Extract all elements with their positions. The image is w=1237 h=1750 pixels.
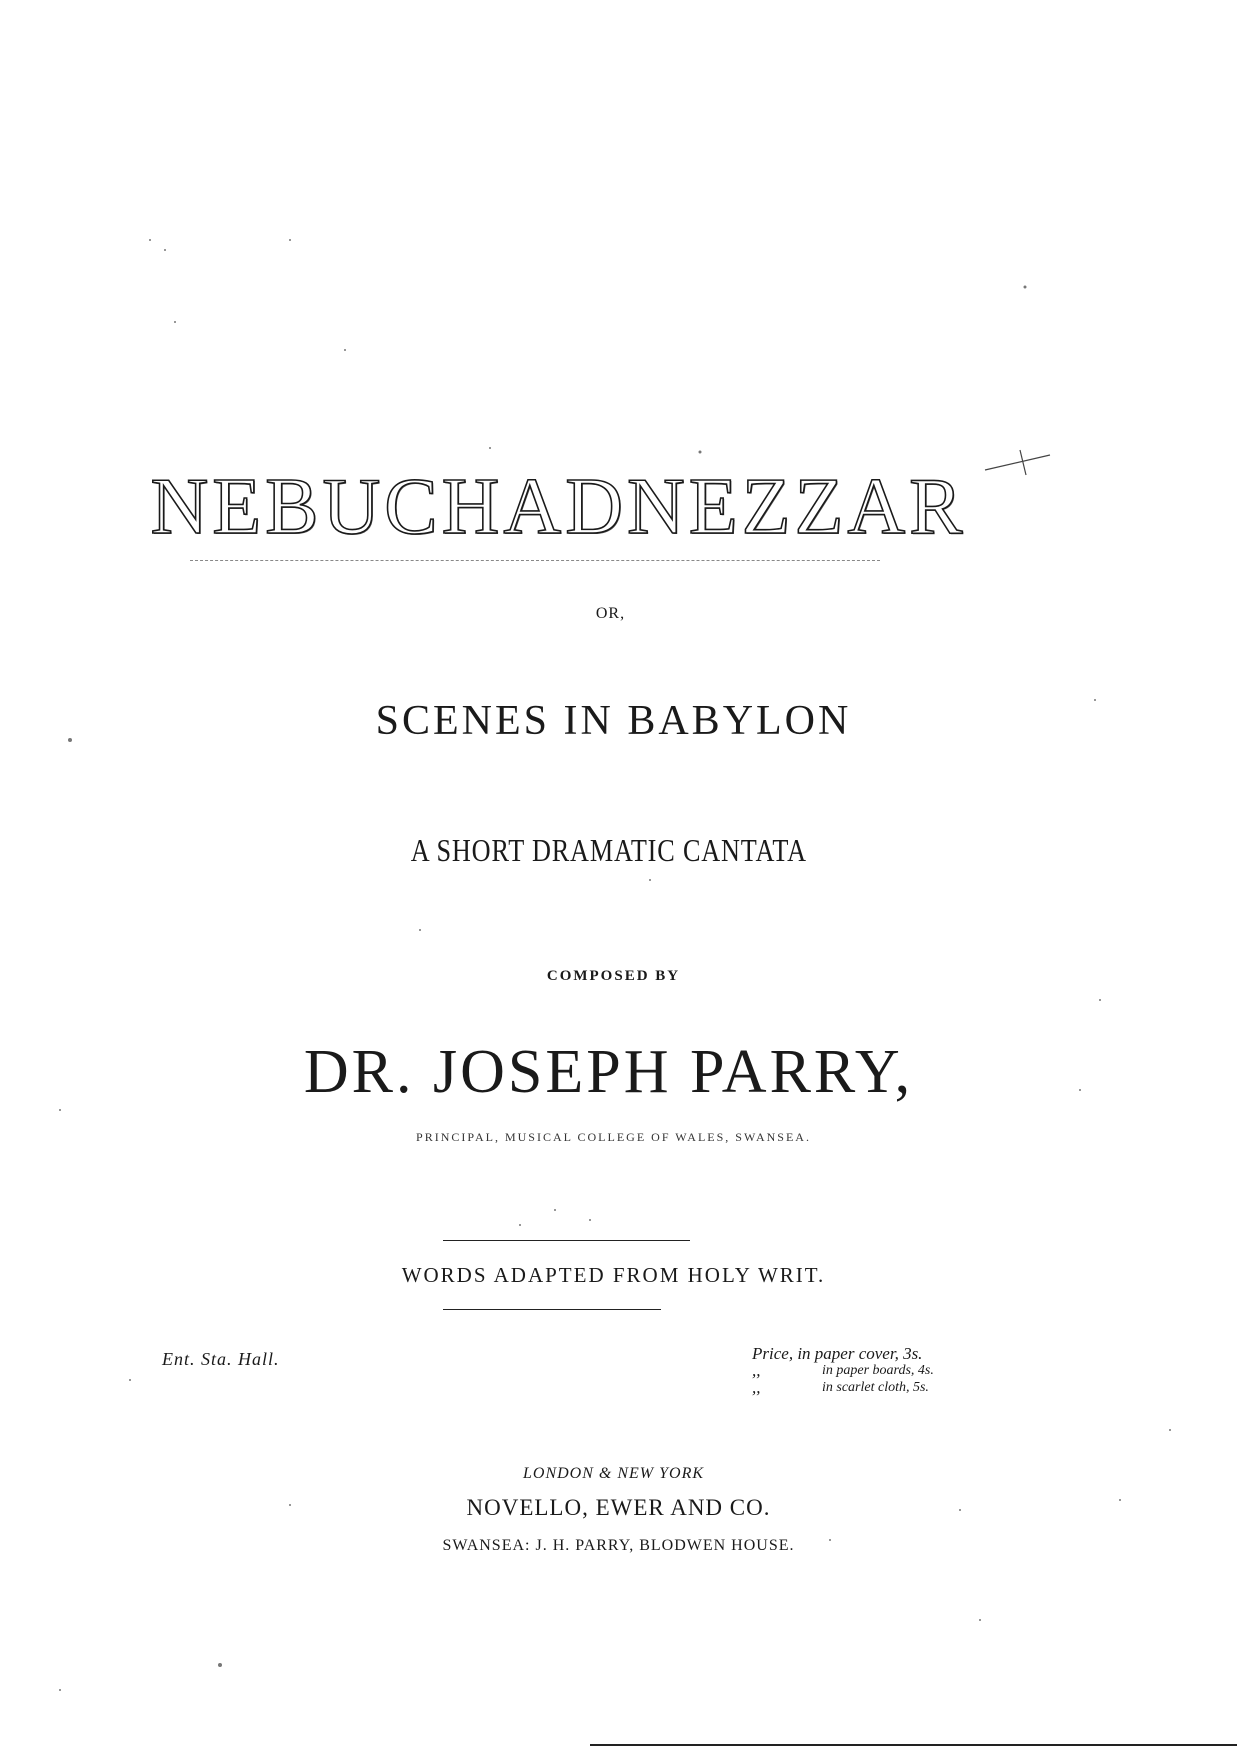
title-underline: [190, 560, 880, 561]
words-credit: WORDS ADAPTED FROM HOLY WRIT.: [401, 1263, 826, 1287]
cantata-subtitle: SCENES IN BABYLON: [375, 698, 852, 744]
ditto-mark: ,,: [752, 1378, 761, 1397]
conjunction-or: OR,: [595, 605, 626, 622]
price-text: Price, in paper cover, 3s.: [752, 1344, 923, 1363]
imprint-agent: SWANSEA: J. H. PARRY, BLODWEN HOUSE.: [442, 1537, 795, 1554]
price-row: [752, 1345, 992, 1362]
pencil-cross-mark: [980, 445, 1060, 505]
composer-position: PRINCIPAL, MUSICAL COLLEGE OF WALES, SWANSEA.: [416, 1130, 811, 1144]
cantata-description: A SHORT DRAMATIC CANTATA: [410, 832, 807, 868]
price-text: in scarlet cloth, 5s.: [822, 1380, 929, 1395]
price-row: [752, 1362, 992, 1379]
composed-by-label: COMPOSED BY: [546, 968, 681, 984]
price-text: in paper boards, 4s.: [822, 1363, 934, 1378]
divider-upper: [443, 1240, 690, 1241]
imprint-publisher: NOVELLO, EWER AND CO.: [466, 1495, 771, 1520]
imprint-place: LONDON & NEW YORK: [522, 1465, 705, 1482]
ditto-mark: ,,: [752, 1361, 761, 1380]
cantata-title: NEBUCHADNEZZAR: [150, 463, 967, 551]
registration-note: Ent. Sta. Hall.: [162, 1349, 280, 1369]
composer-name: DR. JOSEPH PARRY,: [303, 1038, 914, 1106]
divider-lower: [443, 1309, 661, 1310]
price-row: [752, 1379, 992, 1396]
price-list: [752, 1345, 992, 1396]
